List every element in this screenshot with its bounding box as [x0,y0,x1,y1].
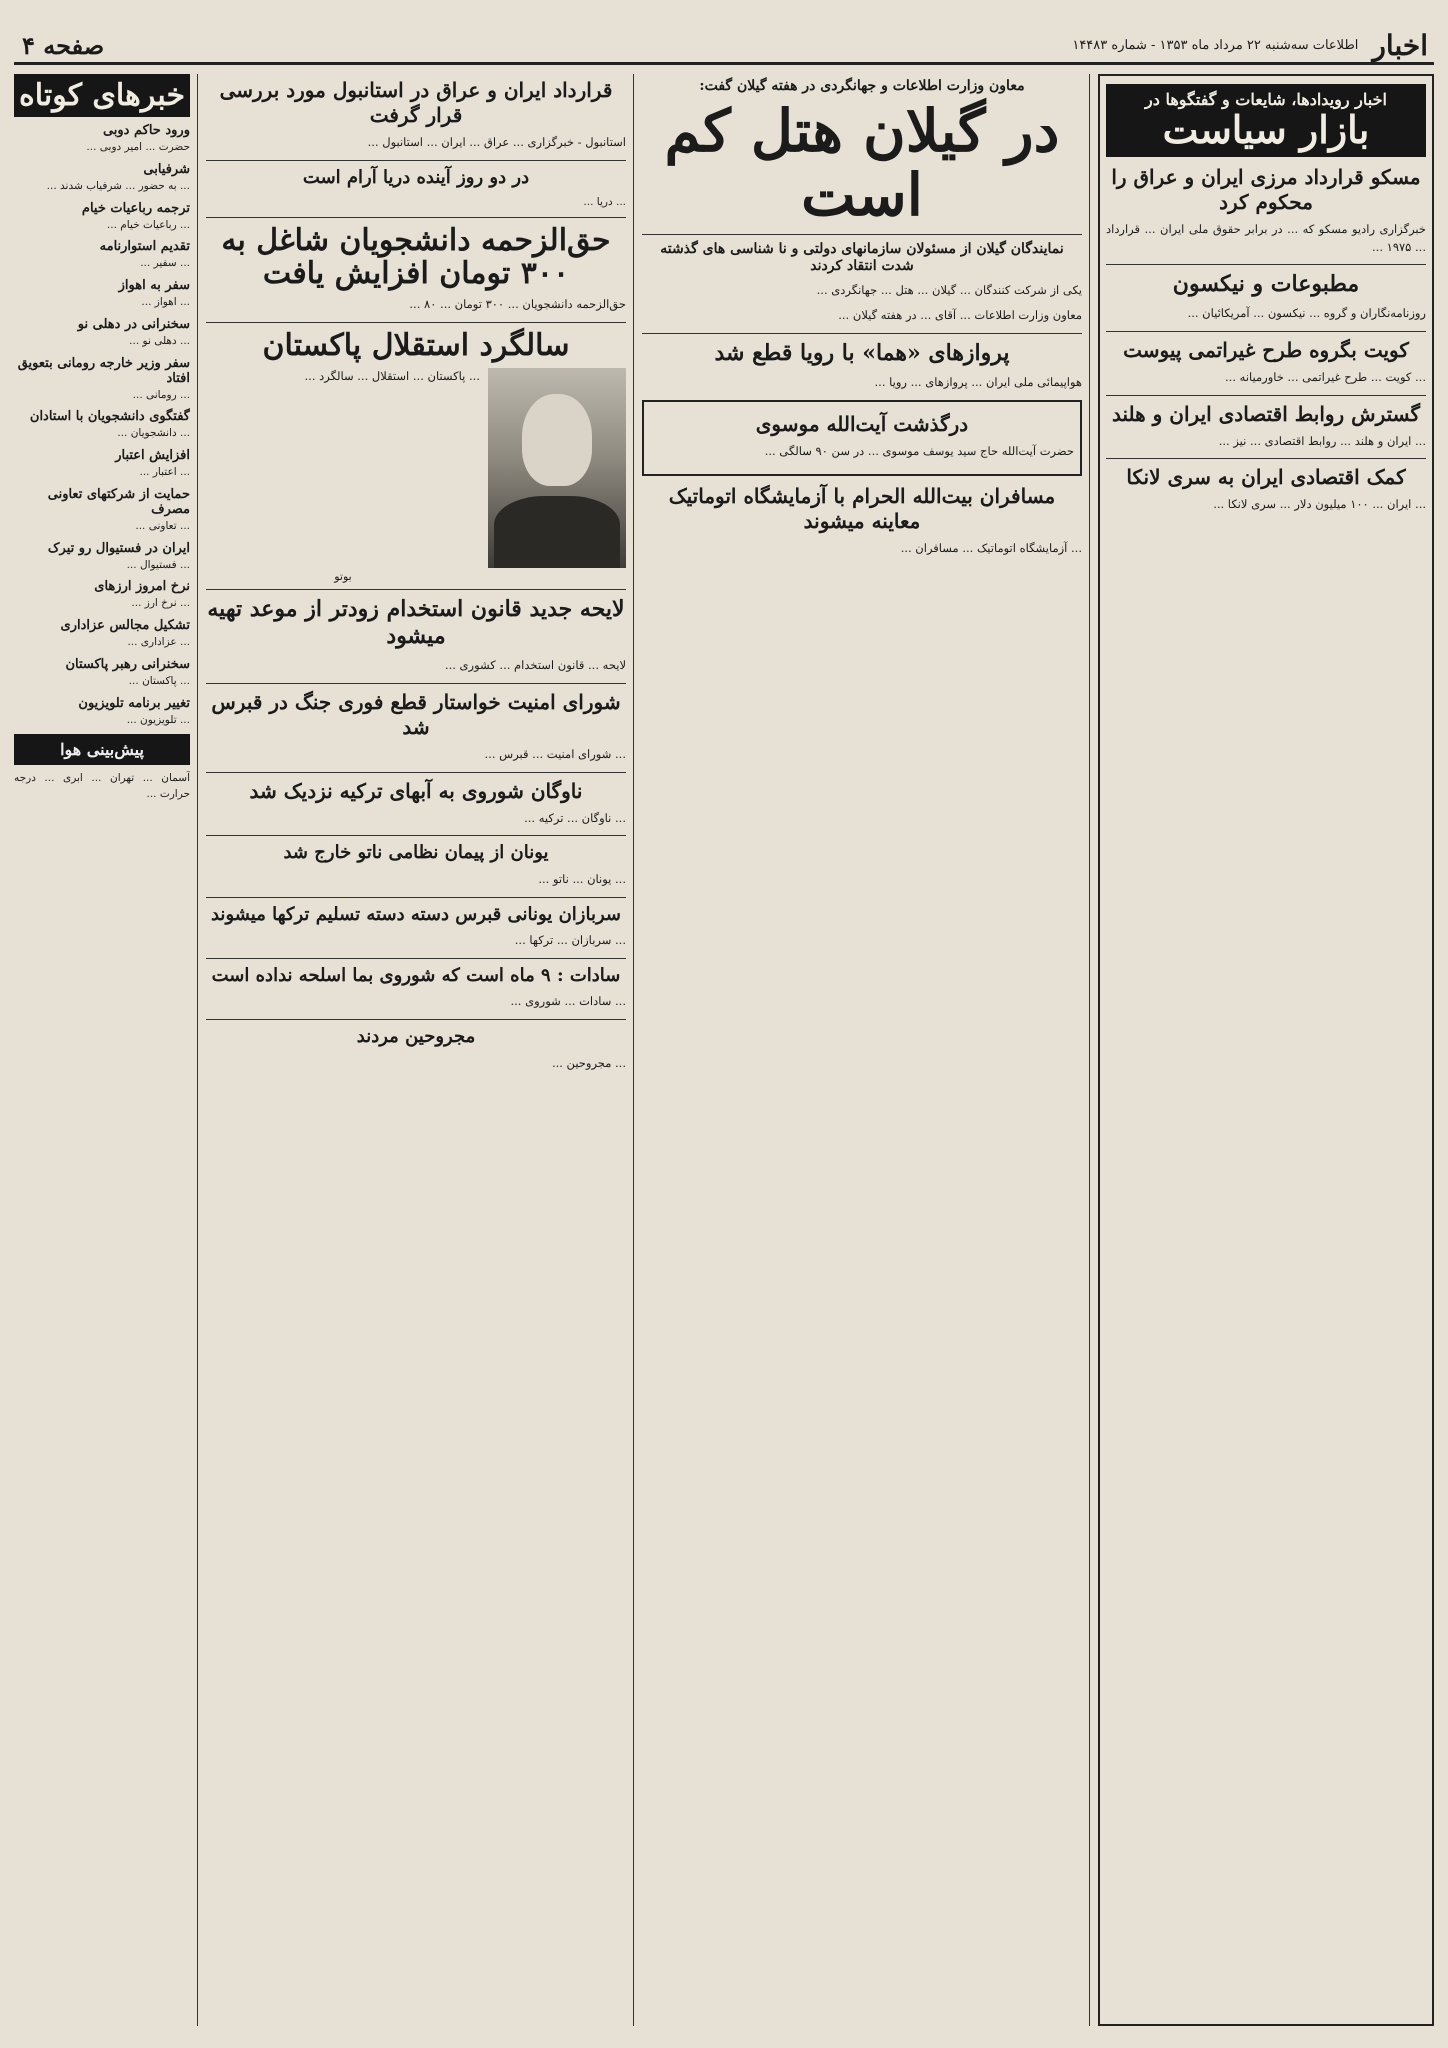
divider [206,958,626,959]
politics-banner: اخبار رویدادها، شایعات و گفتگوها در بازار سیاست [1106,84,1426,157]
kicker: معاون وزارت اطلاعات و جهانگردی در هفته گیلان گفت: [699,78,1025,94]
short-news-heading: تغییر برنامه تلویزیون [78,695,190,711]
article-title: مطبوعات و نیکسون [1172,271,1360,298]
article-body: معاون وزارت اطلاعات ... آقای ... در هفته گیلان ... [838,308,1082,323]
portrait-suit [494,496,620,568]
column-short-news [14,74,190,2026]
article-title: مسکو قرارداد مرزی ایران و عراق را محکوم کرد [1111,164,1421,214]
divider [1106,331,1426,332]
weather-body: آسمان ... تهران ... ابری ... درجه حرارت ... [14,772,190,800]
short-news-body: ... به حضور ... شرفیاب شدند ... [46,179,190,192]
short-news-banner: خبرهای کوتاه [14,74,190,117]
portrait-photo [488,368,626,568]
short-news-list [14,123,190,728]
article-body: ... مجروحین ... [551,1055,626,1070]
short-news-heading: افزایش اعتبار [115,448,190,463]
short-news-heading: تشکیل مجالس عزاداری [60,618,190,633]
article-title: یونان از پیمان نظامی ناتو خارج شد [283,842,549,864]
portrait-face [522,394,592,486]
section-brand: اخبار [1372,28,1428,62]
short-news-body: ... دانشجویان ... [117,427,190,440]
short-news-heading: سخنرانی رهبر پاکستان [65,656,190,672]
article-body: ... سربازان ... ترکها ... [514,933,626,948]
column-rule [1089,74,1090,2026]
short-news-body: حضرت ... امیر دوبی ... [86,141,190,153]
article-body: ... آزمایشگاه اتوماتیک ... مسافران ... [900,541,1082,556]
divider [206,160,626,161]
article-title: درگذشت آیت‌الله موسوی [755,411,969,436]
short-news-heading: سخنرانی در دهلی نو [77,316,190,332]
masthead-bar [14,28,1434,65]
article-title: در دو روز آینده دریا آرام است [302,166,530,188]
divider [642,234,1082,235]
article-body: لایحه ... قانون استخدام ... کشوری ... [444,657,626,672]
photo-caption: بوتو [334,569,352,583]
article-title: کمک اقتصادی ایران به سری لانکا [1126,465,1406,490]
article-title: پروازهای «هما» با رویا قطع شد [714,340,1010,367]
article-body: ... ایران ... ۱۰۰ میلیون دلار ... سری لانکا ... [1213,497,1426,512]
short-news-heading: تقدیم استوارنامه [99,239,190,255]
short-news-body: ... نرخ ارز ... [131,597,190,610]
divider [1106,458,1426,459]
short-news-body: ... سفیر ... [140,257,190,270]
divider [206,897,626,898]
lead-headline: در گیلان هتل کم است [664,97,1060,229]
short-news-body: ... رومانی ... [132,388,190,401]
short-news-body: ... تعاونی ... [135,519,190,532]
article-body: حق‌الزحمه دانشجویان ... ۳۰۰ تومان ... ۸۰ ... [409,297,626,312]
divider [206,835,626,836]
article-title: مجروحین مردند [356,1026,476,1048]
column-world [206,74,626,2026]
short-news-body: ... اعتبار ... [139,466,190,478]
article-title: قرارداد ایران و عراق در استانبول مورد بررسی قرار گرفت [219,78,613,127]
short-news-body: ... رباعیات خیام ... [106,218,190,231]
lead-subheadline: نمایندگان گیلان از مسئولان سازمانهای دولتی و نا شناسی های گذشته شدت انتقاد کردند [660,240,1064,275]
short-news-heading: نرخ امروز ارزهای [94,579,190,595]
short-news-body: ... تلویزیون ... [126,713,190,726]
column-politics [1098,74,1434,2026]
article-title: گسترش روابط اقتصادی ایران و هلند [1112,401,1420,426]
page-number: صفحه ۴ [22,30,105,60]
divider [206,1019,626,1020]
short-news-heading: سفر وزیر خارجه رومانی بتعویق افتاد [17,355,190,386]
short-news-body: ... عزاداری ... [127,636,190,648]
column-rule [633,74,634,2026]
divider [206,322,626,323]
column-lead [642,74,1082,2026]
divider [206,217,626,218]
article-body: هواپیمائی ملی ایران ... پروازهای ... رویا ... [874,374,1082,389]
article-body: ... شورای امنیت ... قبرس ... [484,746,626,761]
short-news-body: ... پاکستان ... [128,674,190,687]
article-body: روزنامه‌نگاران و گروه ... نیکسون ... آمریکائیان ... [1187,305,1426,320]
short-news-heading: ورود حاکم دوبی [102,123,190,138]
short-news-body: ... اهواز ... [141,296,190,308]
article-title: کویت بگروه طرح غیراتمی پیوست [1123,337,1409,362]
divider [206,589,626,590]
article-body: ... یونان ... ناتو ... [538,871,626,886]
weather-logo: پیش‌بینی هوا [14,734,190,765]
short-news-heading: گفتگوی دانشجویان با استادان [29,409,190,425]
short-news-body: ... دهلی نو ... [129,334,190,347]
article-title: شورای امنیت خواستار قطع فوری جنگ در قبرس شد [211,689,621,739]
article-title: سالگرد استقلال پاکستان [262,327,570,363]
column-rule [197,74,198,2026]
article-title: مسافران بیت‌الله الحرام با آزمایشگاه اتوماتیک معاینه میشوند [668,484,1056,534]
article-body: استانبول - خبرگزاری ... عراق ... ایران ... استانبول ... [367,135,626,149]
article-body: خبرگزاری رادیو مسکو که ... در برابر حقوق ملی ایران ... قرارداد ... ۱۹۷۵ ... [1106,221,1426,254]
divider [1106,264,1426,265]
obituary-box [642,400,1082,477]
article-title: لایحه جدید قانون استخدام زودتر از موعد تهیه میشود [207,595,625,650]
short-news-heading: حمایت از شرکتهای تعاونی مصرف [47,486,190,517]
short-news-heading: شرفیابی [143,161,190,177]
short-news-body: ... فستیوال ... [126,558,190,571]
article-body: ... سادات ... شوروی ... [510,994,626,1009]
article-title: ناوگان شوروی به آبهای ترکیه نزدیک شد [249,778,583,803]
article-body: ... ایران و هلند ... روابط اقتصادی ... نیز ... [1218,433,1426,448]
article-body: یکی از شرکت کنندگان ... گیلان ... هتل ... جهانگردی ... [816,282,1082,297]
article-body: ... پاکستان ... استقلال ... سالگرد ... [304,368,480,383]
short-news-heading: سفر به اهواز [118,278,190,293]
article-body: ... ناوگان ... ترکیه ... [524,810,626,825]
article-title: حق‌الزحمه دانشجویان شاغل به ۳۰۰ تومان افزایش یافت [221,223,611,292]
divider [1106,395,1426,396]
short-news-heading: ترجمه رباعیات خیام [81,200,190,216]
article-body: حضرت آیت‌الله حاج سید یوسف موسوی ... در سن ۹۰ سالگی ... [764,443,1074,458]
short-news-heading: ایران در فستیوال رو تیرک [47,540,190,556]
divider [642,333,1082,334]
divider [206,683,626,684]
article-title: سادات : ۹ ماه است که شوروی بما اسلحه نداده است [211,964,621,986]
article-body: ... کویت ... طرح غیراتمی ... خاورمیانه ... [1225,369,1426,384]
article-body: ... دریا ... [583,196,626,209]
article-title: سربازان یونانی قبرس دسته دسته تسلیم ترکها میشوند [210,903,622,925]
issue-line: اطلاعات سه‌شنبه ۲۲ مرداد ماه ۱۳۵۳ - شماره ۱۴۴۸۳ [1072,37,1359,53]
divider [206,772,626,773]
